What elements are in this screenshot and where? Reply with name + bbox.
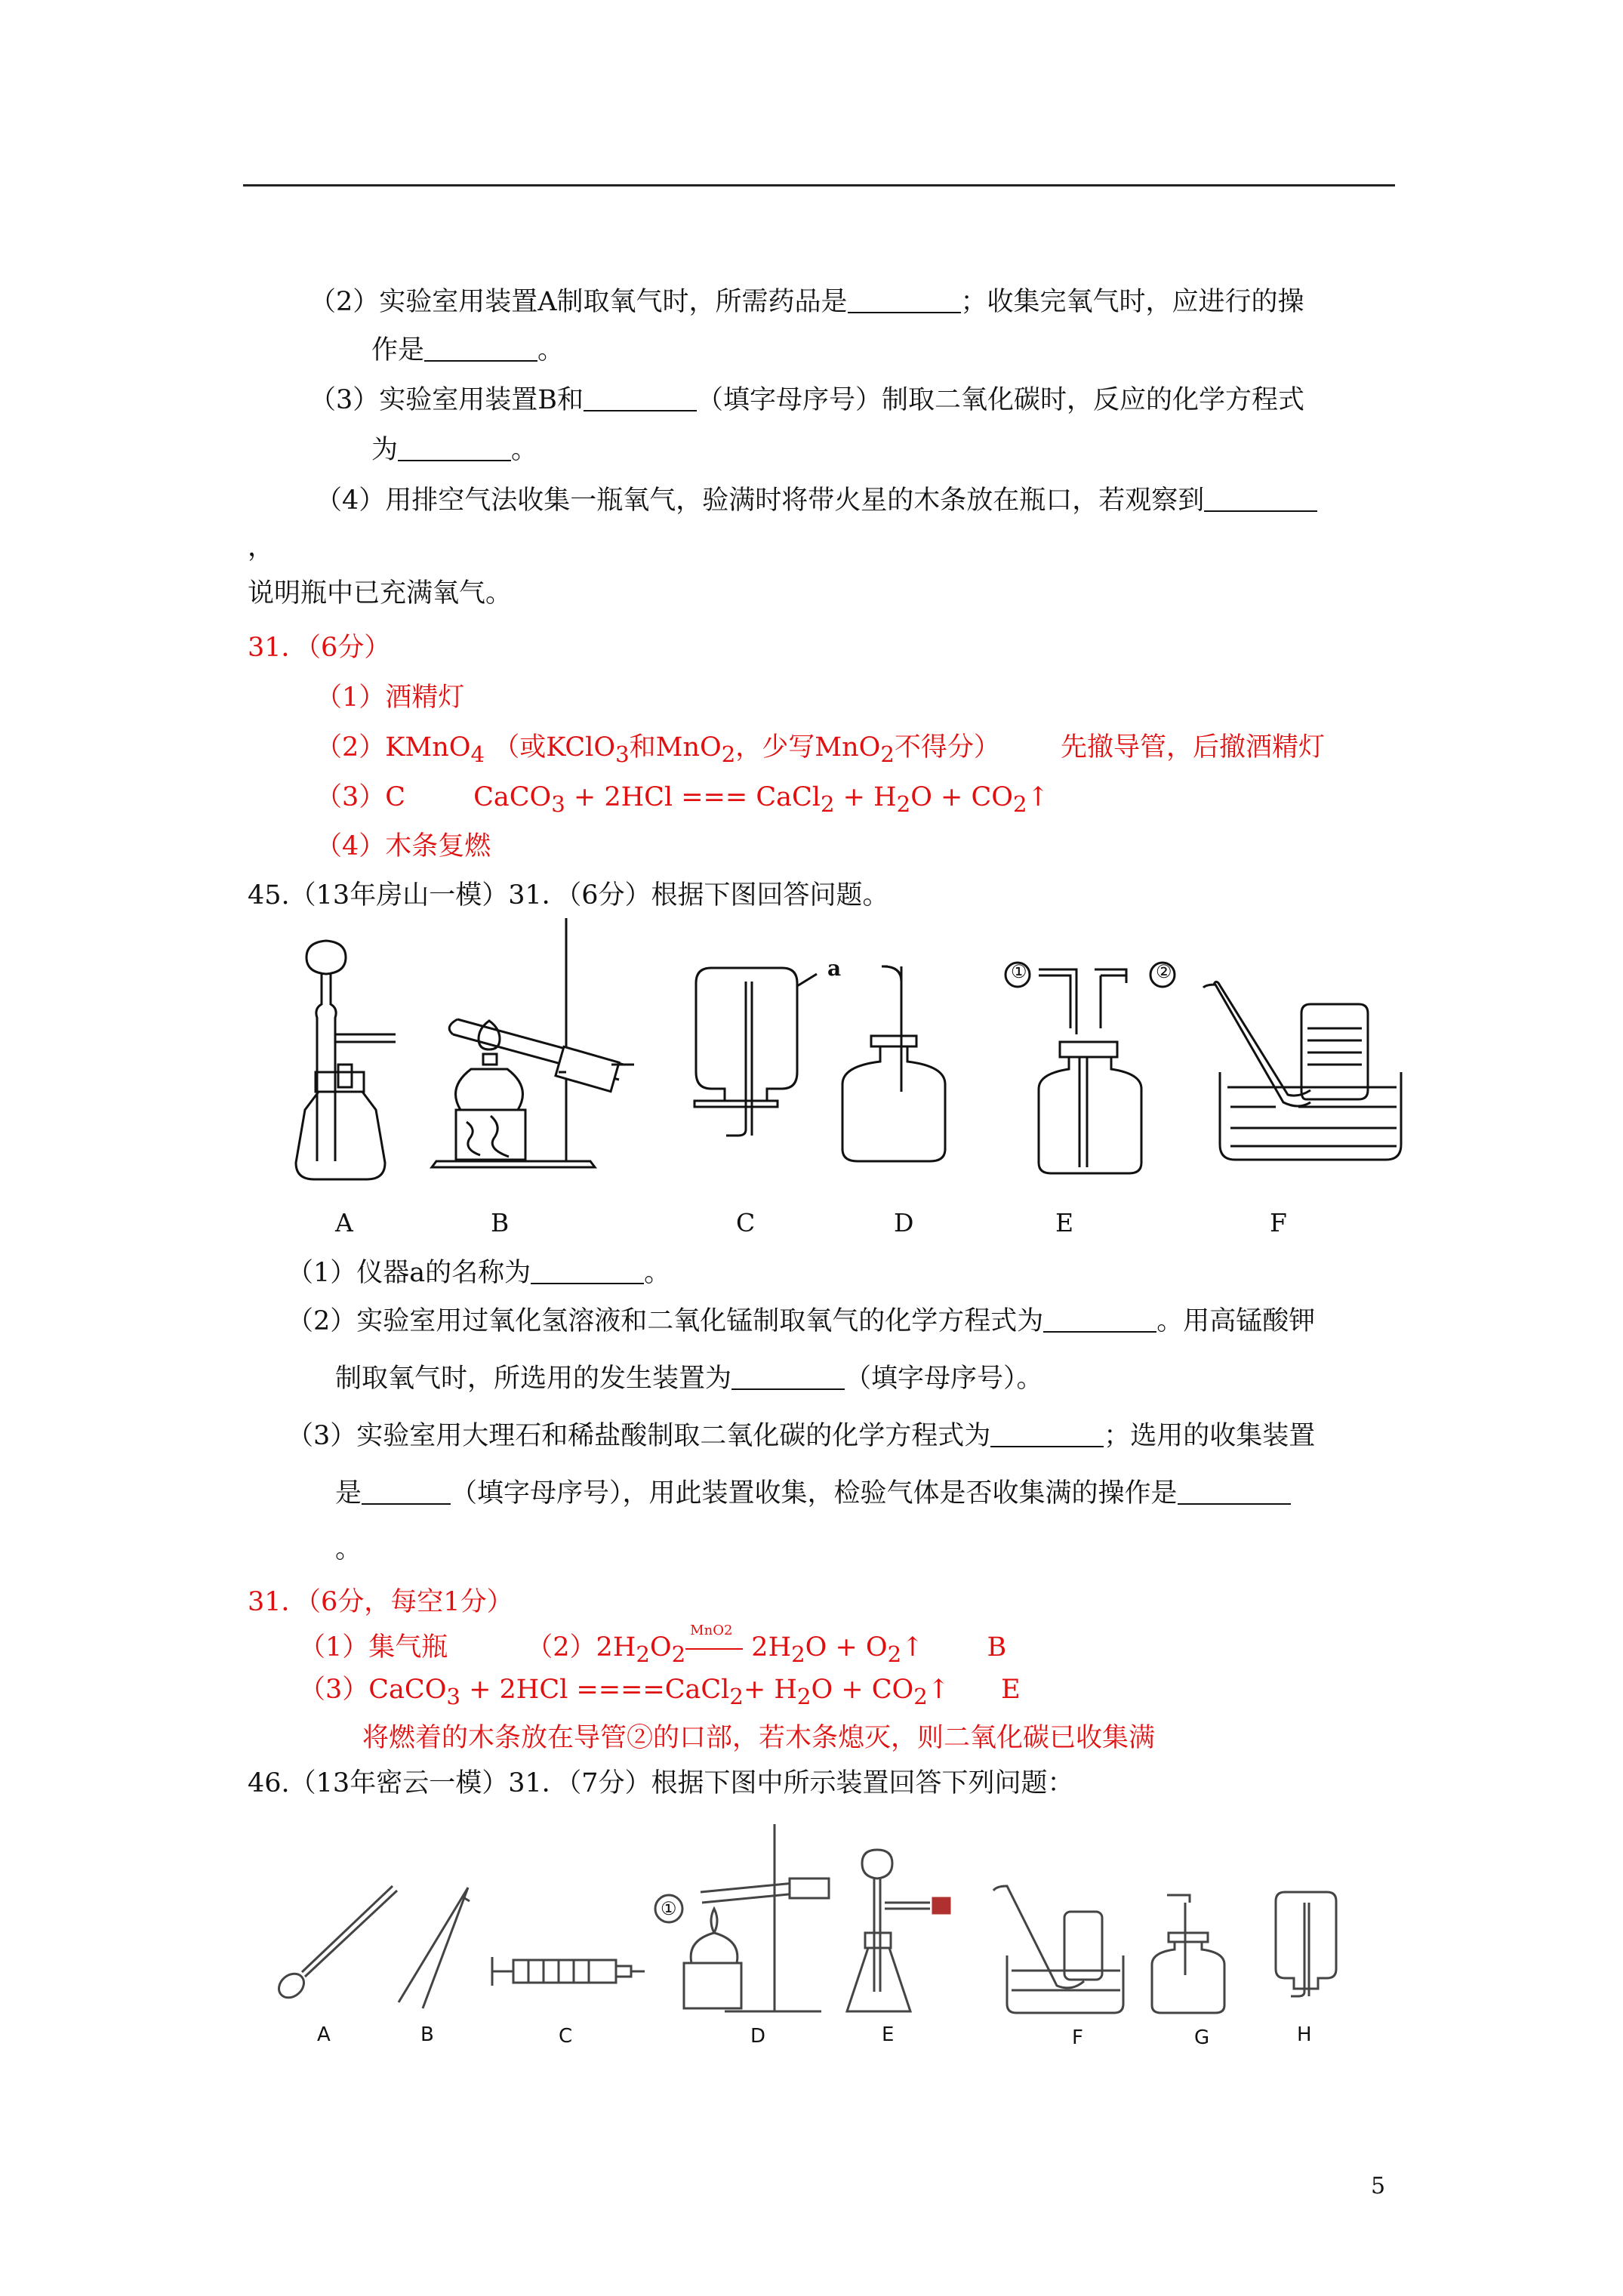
equation-part: + H	[834, 782, 897, 812]
up-arrow-icon: ↑	[901, 1632, 924, 1663]
q-prev-l2d-text: 。	[537, 335, 565, 365]
up-arrow-icon: ↑	[1027, 782, 1049, 812]
figure-46-label-b: B	[420, 2023, 434, 2046]
port-2-marker: ②	[1156, 961, 1172, 982]
answer-2-part: 和MnO	[629, 732, 722, 763]
figure-label-a: A	[335, 1208, 353, 1237]
subscript: 3	[615, 741, 630, 767]
question-45-title: 45.（13年房山一模）31．（6分）根据下图回答问题。	[248, 880, 889, 911]
subscript: 2	[796, 1684, 812, 1709]
figure-46-label-a: A	[317, 2023, 331, 2046]
catalyst-label: MnO2	[690, 1623, 733, 1638]
figure-46-label-h: H	[1297, 2023, 1312, 2046]
answer-45-heading: 31．（6分，每空1分）	[248, 1587, 513, 1617]
answer-45-3b: E	[1001, 1675, 1021, 1705]
figure-label-b: B	[491, 1208, 510, 1237]
equation-part: CaCO	[473, 782, 552, 812]
port-1-marker: ①	[1011, 961, 1027, 982]
subscript: 3	[551, 791, 565, 817]
q-prev-l3-text: （3）实验室用装置B和	[310, 385, 584, 415]
q-prev-comma: ，	[248, 532, 275, 562]
apparatus-d-heating	[655, 1824, 829, 2011]
answer-2-part: （2）KMnO	[316, 732, 471, 763]
figure-label-e: E	[1055, 1208, 1074, 1237]
q45-l3c-text: 是	[335, 1478, 362, 1509]
subscript: 2	[913, 1684, 928, 1709]
q-prev-l2c-text: 作是	[371, 335, 425, 365]
equation-part: + H	[743, 1675, 797, 1705]
subscript: 2	[1012, 791, 1027, 817]
q-prev-l3c-text: 为	[371, 435, 399, 465]
q45-l3d-text: （填字母序号），用此装置收集，检验气体是否收集满的操作是	[451, 1478, 1178, 1509]
apparatus-g-bottle	[1152, 1895, 1224, 2013]
answer-45-2b: B	[987, 1632, 1007, 1663]
answer-heading: 31．（6分）	[248, 633, 391, 663]
subscript: 2	[671, 1641, 686, 1667]
figure-46-label-d: D	[750, 2025, 766, 2048]
q-prev-l3d-text: 。	[511, 435, 538, 465]
subscript: 2	[820, 791, 835, 817]
equation-part: + 2HCl ====CaCl	[460, 1675, 730, 1705]
q45-l1-end: 。	[644, 1258, 671, 1288]
up-arrow-icon: ↑	[927, 1675, 950, 1705]
subscript: 2	[896, 791, 911, 817]
apparatus-f-trough	[993, 1886, 1123, 2013]
subscript: 2	[880, 741, 895, 767]
figure-46-label-e: E	[882, 2023, 895, 2046]
figure-label-d: D	[894, 1208, 914, 1237]
q45-l2d-text: （填字母序号）。	[845, 1364, 1043, 1394]
figure-label-c: C	[736, 1208, 756, 1237]
figure-46-label-f: F	[1072, 2026, 1083, 2049]
q45-l3-text: （3）实验室用大理石和稀盐酸制取二氧化碳的化学方程式为	[287, 1421, 991, 1451]
subscript: 2	[729, 1684, 744, 1709]
subscript: 2	[887, 1641, 902, 1667]
subscript: 4	[470, 741, 485, 767]
q45-l2-text-b: 。用高锰酸钾	[1156, 1306, 1316, 1336]
equation-part: O	[649, 1632, 672, 1663]
answer-1: （1）酒精灯	[316, 683, 465, 713]
figure-46-label-g: G	[1194, 2026, 1210, 2049]
apparatus-a-spoon	[274, 1886, 397, 2002]
subscript: 2	[721, 741, 736, 767]
q45-l3e-text: 。	[335, 1534, 362, 1564]
q45-l3-text-b: ；选用的收集装置	[1104, 1421, 1316, 1451]
subscript: 2	[636, 1641, 650, 1667]
q-prev-l2-text-b: ；收集完氧气时，应进行的操	[960, 287, 1304, 317]
equation-part: （3）CaCO	[299, 1675, 447, 1705]
q-prev-l4-text: （4）用排空气法收集一瓶氧气，验满时将带火星的木条放在瓶口，若观察到	[316, 485, 1205, 516]
apparatus-c-syringe	[492, 1957, 645, 1986]
subscript: 3	[446, 1684, 460, 1709]
q45-l2c-text: 制取氧气时，所选用的发生装置为	[335, 1364, 732, 1394]
figure-label-instrument-a: a	[827, 956, 842, 981]
question-46-title: 46.（13年密云一模）31．（7分）根据下图中所示装置回答下列问题：	[248, 1768, 1074, 1798]
equation-part: + 2HCl === CaCl	[565, 782, 821, 812]
apparatus-h-bottle	[1276, 1892, 1336, 1996]
answer-4: （4）木条复燃	[316, 831, 491, 861]
equation-part: O + CO	[811, 1675, 914, 1705]
q-prev-l3-text-b: （填字母序号）制取二氧化碳时，反应的化学方程式	[697, 385, 1305, 415]
answer-2-note: 先撤导管，后撤酒精灯	[1060, 732, 1325, 763]
equation-part: （2）2H	[526, 1632, 636, 1663]
page-number: 5	[1371, 2173, 1386, 2199]
figure-label-f: F	[1270, 1208, 1287, 1237]
apparatus-e-flask	[847, 1850, 950, 2011]
answer-2-part: 不得分）	[894, 732, 1000, 763]
answer-2-part: ，少写MnO	[735, 732, 881, 763]
q45-l1-text: （1）仪器a的名称为	[287, 1258, 531, 1288]
answer-2-part: （或KClO	[485, 732, 616, 763]
equation-part: O + CO	[910, 782, 1013, 812]
subscript: 2	[791, 1641, 805, 1667]
figure-46-label-c: C	[559, 2025, 573, 2048]
equation-part: O + O	[805, 1632, 888, 1663]
q-prev-l2-text: （2）实验室用装置A制取氧气时，所需药品是	[310, 287, 848, 317]
equation-part: 2H	[743, 1632, 792, 1663]
answer-3-part: （3）C	[316, 782, 406, 812]
answer-45-note: 将燃着的木条放在导管②的口部，若木条熄灭，则二氧化碳已收集满	[362, 1723, 1156, 1753]
answer-45-1: （1）集气瓶	[299, 1632, 448, 1663]
q45-l2-text: （2）实验室用过氧化氢溶液和二氧化锰制取氧气的化学方程式为	[287, 1306, 1044, 1336]
figure-46-marker-1: ①	[661, 1898, 677, 1919]
q-prev-l4c-text: 说明瓶中已充满氧气。	[248, 578, 513, 609]
apparatus-b-tongs	[399, 1888, 470, 2008]
